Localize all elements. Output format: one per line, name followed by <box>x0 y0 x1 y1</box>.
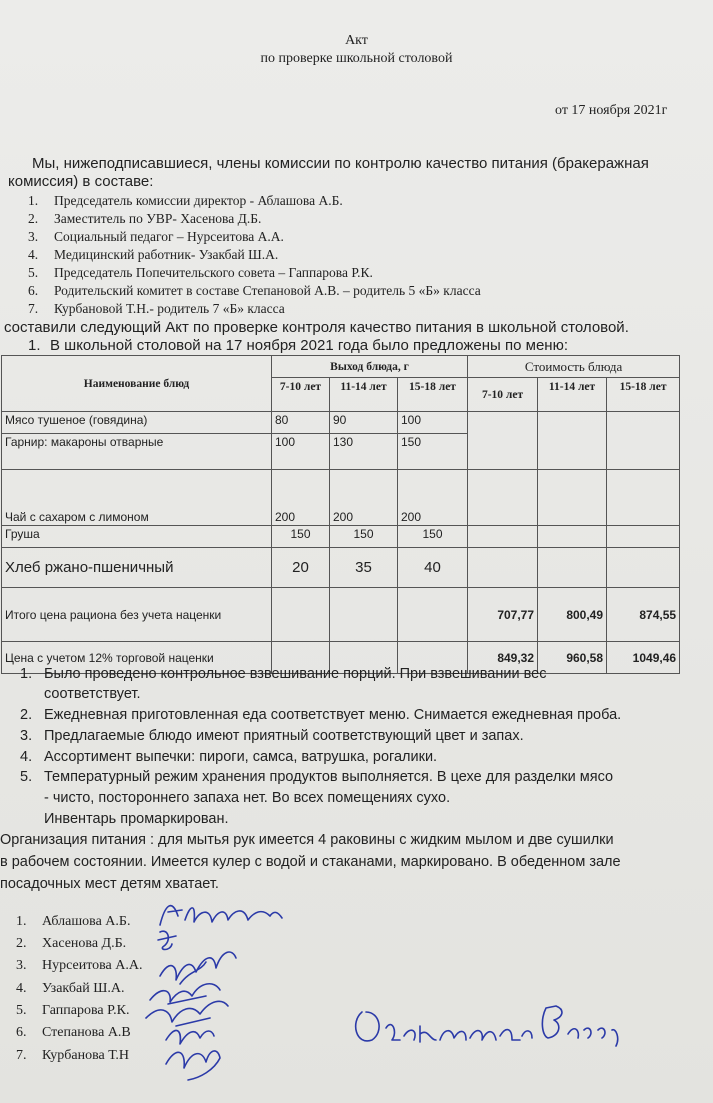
total-value: 800,49 <box>538 588 607 642</box>
age-header: 7-10 лет <box>272 378 330 412</box>
output-value: 200 <box>398 470 468 526</box>
age-header: 15-18 лет <box>398 378 468 412</box>
markup-value: 849,32 <box>468 642 538 674</box>
header-output: Выход блюда, г <box>272 356 468 378</box>
dish-name: Чай с сахаром с лимоном <box>2 470 272 526</box>
header-cost: Стоимость блюда <box>468 356 680 378</box>
composed-line: составили следующий Акт по проверке контроля качество питания в школьной столовой. <box>4 319 629 336</box>
handwritten-note-ink <box>356 1006 618 1046</box>
organization-line: в рабочем состоянии. Имеется кулер с водой и стаканами, маркировано. В обеденном зале <box>0 854 621 870</box>
dish-name: Гарнир: макароны отварные <box>2 434 272 470</box>
signature-item: 3. Нурсеитова А.А. <box>16 958 143 973</box>
finding-item: 5. Температурный режим хранения продуктов выполняется. В цехе для разделки мясо <box>20 769 614 785</box>
signature-1-ink <box>160 906 282 925</box>
markup-value: 960,58 <box>538 642 607 674</box>
header-dish-name: Наименование блюд <box>2 356 272 412</box>
finding-item: 3. Предлагаемые блюдо имеют приятный соответствующий цвет и запах. <box>20 728 524 744</box>
document-date: от 17 ноября 2021г <box>555 103 668 118</box>
finding-continuation: соответствует. <box>44 686 141 702</box>
menu-intro: 1. В школьной столовой на 17 ноября 2021 года было предложены по меню: <box>28 337 568 354</box>
signature-3-ink <box>160 952 236 984</box>
dish-name: Мясо тушеное (говядина) <box>2 412 272 434</box>
member-item: 4. Медицинский работник- Узакбай Ш.А. <box>28 247 279 262</box>
markup-value: 1049,46 <box>607 642 680 674</box>
dish-name: Хлеб ржано-пшеничный <box>2 548 272 588</box>
output-value: 150 <box>330 526 398 548</box>
signature-item: 4. Узакбай Ш.А. <box>16 981 125 996</box>
total-value: 707,77 <box>468 588 538 642</box>
signature-item: 7. Курбанова Т.Н <box>16 1048 130 1063</box>
output-value: 80 <box>272 412 330 434</box>
member-item: 1. Председатель комиссии директор - Аблашова А.Б. <box>28 193 343 208</box>
output-value: 200 <box>330 470 398 526</box>
document-title: Акт <box>345 33 368 48</box>
member-item: 5. Председатель Попечительского совета – Гаппарова Р.К. <box>28 265 373 280</box>
output-value: 35 <box>330 548 398 588</box>
signature-6-ink <box>166 1030 214 1044</box>
finding-item: 2. Ежедневная приготовленная еда соответствует меню. Снимается ежедневная проба. <box>20 707 622 723</box>
signature-5-ink <box>146 1001 228 1026</box>
output-value: 20 <box>272 548 330 588</box>
output-value: 150 <box>398 434 468 470</box>
intro-line-2: комиссия) в составе: <box>8 173 154 190</box>
finding-continuation: Инвентарь промаркирован. <box>44 811 229 827</box>
age-header: 11-14 лет <box>330 378 398 412</box>
signature-item: 1. Аблашова А.Б. <box>16 914 131 929</box>
signature-item: 2. Хасенова Д.Б. <box>16 936 127 951</box>
intro-line-1: Мы, нижеподписавшиеся, члены комиссии по контролю качество питания (бракеражная <box>32 155 649 172</box>
age-header: 7-10 лет <box>468 378 538 412</box>
age-header: 15-18 лет <box>607 378 680 412</box>
output-value: 150 <box>398 526 468 548</box>
signature-2-ink <box>158 931 176 949</box>
output-value: 200 <box>272 470 330 526</box>
total-value: 874,55 <box>607 588 680 642</box>
signature-4-ink <box>150 984 220 1004</box>
finding-item: 4. Ассортимент выпечки: пироги, самса, ватрушка, рогалики. <box>20 749 438 765</box>
output-value: 130 <box>330 434 398 470</box>
signature-7-ink <box>166 1051 220 1080</box>
signature-item: 6. Степанова А.В <box>16 1025 131 1040</box>
finding-item: 1. Было проведено контрольное взвешивание порций. При взвешивании вес <box>20 666 547 682</box>
member-item: 7. Курбановой Т.Н.- родитель 7 «Б» класса <box>28 301 285 316</box>
markup-label: Цена с учетом 12% торговой наценки <box>2 642 272 674</box>
output-value: 90 <box>330 412 398 434</box>
output-value: 40 <box>398 548 468 588</box>
output-value: 150 <box>272 526 330 548</box>
output-value: 100 <box>272 434 330 470</box>
signature-item: 5. Гаппарова Р.К. <box>16 1003 130 1018</box>
organization-line: Организация питания : для мытья рук имеется 4 раковины с жидким мылом и две сушилки <box>0 832 614 848</box>
finding-continuation: - чисто, постороннего запаха нет. Во всех помещениях сухо. <box>44 790 451 806</box>
document-subtitle: по проверке школьной столовой <box>260 51 453 66</box>
dish-name: Груша <box>2 526 272 548</box>
organization-line: посадочных мест детям хватает. <box>0 876 219 892</box>
age-header: 11-14 лет <box>538 378 607 412</box>
output-value: 100 <box>398 412 468 434</box>
total-label: Итого цена рациона без учета наценки <box>2 588 272 642</box>
member-item: 3. Социальный педагог – Нурсеитова А.А. <box>28 229 284 244</box>
member-item: 6. Родительский комитет в составе Степановой А.В. – родитель 5 «Б» класса <box>28 283 481 298</box>
member-item: 2. Заместитель по УВР- Хасенова Д.Б. <box>28 211 262 226</box>
